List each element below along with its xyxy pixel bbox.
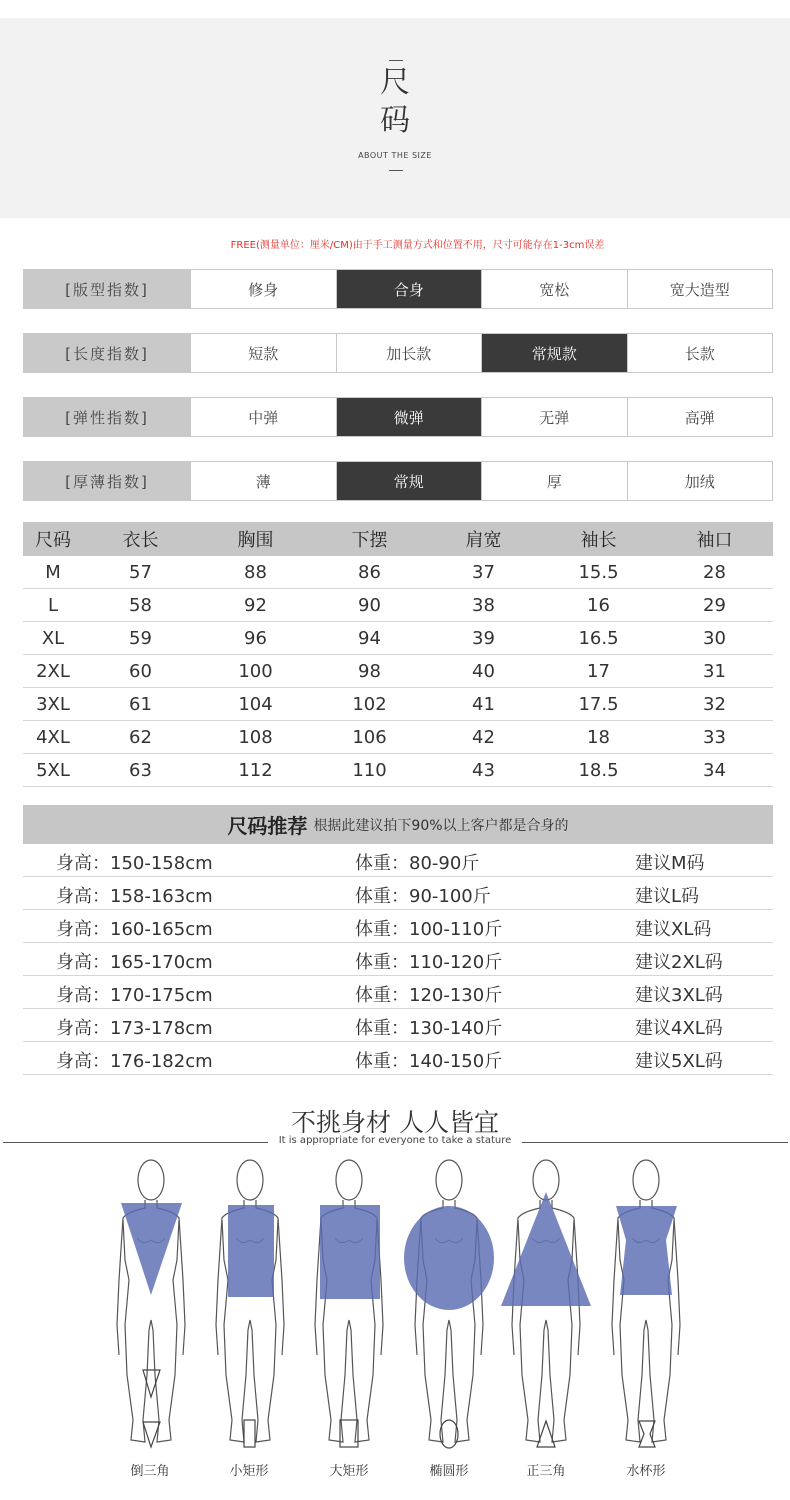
table-cell: 16.5 xyxy=(578,627,619,649)
subtitle-rule-right xyxy=(522,1142,788,1143)
table-cell: 61 xyxy=(129,693,152,715)
table-cell: 96 xyxy=(244,627,267,649)
index-option: 常规款 xyxy=(481,334,627,372)
recommend-cell: 建议4XL码 xyxy=(635,1018,723,1039)
table-cell: 88 xyxy=(244,561,267,583)
table-cell: 102 xyxy=(352,693,387,715)
index-option: 薄 xyxy=(190,462,336,500)
recommend-cell: 建议L码 xyxy=(635,886,700,907)
body-types-subtitle: It is appropriate for everyone to take a stature xyxy=(278,1135,512,1146)
size-table xyxy=(23,522,773,787)
index-label: [厚薄指数] xyxy=(24,462,190,500)
table-cell: 59 xyxy=(129,627,152,649)
index-option: 无弹 xyxy=(481,398,627,436)
oval-icon xyxy=(440,1420,458,1448)
table-cell: 60 xyxy=(129,660,152,682)
table-row xyxy=(23,589,773,622)
figure-triangle xyxy=(501,1160,591,1442)
recommend-cell: 身高：165-170cm xyxy=(56,952,213,973)
index-label: [版型指数] xyxy=(24,270,190,308)
table-cell: 28 xyxy=(703,561,726,583)
table-cell: 40 xyxy=(472,660,495,682)
body-type-label-5: 正三角 xyxy=(526,1464,566,1479)
recommend-cell: 体重：90-100斤 xyxy=(355,886,491,907)
column-header: 尺码 xyxy=(35,530,71,551)
figure-large-rectangle xyxy=(315,1160,383,1442)
recommend-cell: 建议5XL码 xyxy=(635,1051,723,1072)
title-line2: 码 xyxy=(380,103,410,138)
body-type-label-4: 椭圆形 xyxy=(429,1464,469,1479)
figure-oval xyxy=(404,1160,494,1442)
table-cell: 94 xyxy=(358,627,381,649)
recommend-row xyxy=(23,943,773,976)
recommend-cell: 身高：158-163cm xyxy=(56,886,213,907)
table-cell: 34 xyxy=(703,759,726,781)
table-cell: 18.5 xyxy=(578,759,619,781)
recommend-cell: 身高：160-165cm xyxy=(56,919,213,940)
table-cell: 98 xyxy=(358,660,381,682)
recommend-row xyxy=(23,976,773,1009)
table-cell: L xyxy=(47,594,59,616)
table-row xyxy=(23,721,773,754)
index-label: [长度指数] xyxy=(24,334,190,372)
table-cell: 42 xyxy=(472,726,495,748)
recommend-cell: 体重：80-90斤 xyxy=(355,853,480,874)
large-rectangle-icon xyxy=(340,1420,358,1447)
table-cell: XL xyxy=(41,627,65,649)
table-cell: 37 xyxy=(472,561,495,583)
index-option: 修身 xyxy=(190,270,336,308)
table-row xyxy=(23,556,773,589)
index-row xyxy=(23,269,773,309)
index-row xyxy=(23,397,773,437)
inverted-triangle-icon xyxy=(143,1422,160,1447)
title-dash-bottom xyxy=(389,170,403,171)
body-type-label-1: 倒三角 xyxy=(130,1464,170,1479)
recommend-cell: 建议3XL码 xyxy=(635,985,723,1006)
recommend-cell: 体重：110-120斤 xyxy=(355,952,503,973)
table-cell: 16 xyxy=(587,594,610,616)
table-cell: 38 xyxy=(472,594,495,616)
body-type-label-2: 小矩形 xyxy=(229,1464,269,1479)
recommend-cell: 体重：120-130斤 xyxy=(355,985,503,1006)
recommend-cell: 体重：130-140斤 xyxy=(355,1018,503,1039)
table-cell: 108 xyxy=(238,726,273,748)
recommend-cell: 建议XL码 xyxy=(635,919,712,940)
body-type-label-6: 水杯形 xyxy=(626,1464,666,1479)
recommend-row xyxy=(23,910,773,943)
index-row xyxy=(23,461,773,501)
hourglass-icon xyxy=(639,1421,655,1447)
table-cell: 92 xyxy=(244,594,267,616)
table-cell: 17.5 xyxy=(578,693,619,715)
table-cell: 33 xyxy=(703,726,726,748)
table-cell: 29 xyxy=(703,594,726,616)
index-option: 短款 xyxy=(190,334,336,372)
column-header: 衣长 xyxy=(122,530,159,551)
index-option: 宽大造型 xyxy=(627,270,773,308)
index-option: 厚 xyxy=(481,462,627,500)
recommend-row xyxy=(23,877,773,910)
recommend-cell: 体重：100-110斤 xyxy=(355,919,503,940)
table-cell: 57 xyxy=(129,561,152,583)
small-rectangle-icon xyxy=(244,1420,255,1447)
table-cell: 17 xyxy=(587,660,610,682)
table-cell: 112 xyxy=(238,759,273,781)
table-cell: 32 xyxy=(703,693,726,715)
index-label: [弹性指数] xyxy=(24,398,190,436)
table-cell: 100 xyxy=(238,660,273,682)
recommend-cell: 身高：170-175cm xyxy=(56,985,213,1006)
table-cell: M xyxy=(45,561,61,583)
measure-note: FREE(测量单位：厘米/CM)由于手工测量方式和位置不用，尺寸可能存在1-3cm误差 xyxy=(230,240,605,251)
table-cell: 63 xyxy=(129,759,152,781)
index-option: 长款 xyxy=(627,334,773,372)
table-cell: 2XL xyxy=(36,660,70,682)
recommend-cell: 身高：176-182cm xyxy=(56,1051,213,1072)
recommend-cell: 体重：140-150斤 xyxy=(355,1051,503,1072)
figure-inverted-triangle xyxy=(117,1160,185,1442)
recommend-cell: 身高：150-158cm xyxy=(56,853,213,874)
figure-small-rectangle xyxy=(216,1160,284,1442)
index-option: 常规 xyxy=(336,462,482,500)
column-header: 肩宽 xyxy=(465,530,502,551)
title-line1: 尺 xyxy=(380,65,410,100)
index-option: 高弹 xyxy=(627,398,773,436)
recommend-cell: 建议M码 xyxy=(635,853,705,874)
table-cell: 41 xyxy=(472,693,495,715)
index-option: 加长款 xyxy=(336,334,482,372)
table-cell: 62 xyxy=(129,726,152,748)
column-header: 胸围 xyxy=(237,530,274,551)
size-recommend xyxy=(23,805,773,1075)
body-type-figures xyxy=(0,1150,790,1455)
table-cell: 86 xyxy=(358,561,381,583)
recommend-cell: 身高：173-178cm xyxy=(56,1018,213,1039)
recommend-row xyxy=(23,1042,773,1075)
index-option: 中弹 xyxy=(190,398,336,436)
column-header: 下摆 xyxy=(351,530,388,551)
table-cell: 106 xyxy=(352,726,387,748)
table-cell: 18 xyxy=(587,726,610,748)
table-cell: 15.5 xyxy=(578,561,619,583)
body-type-label-3: 大矩形 xyxy=(329,1464,369,1479)
recommend-title: 尺码推荐 xyxy=(227,814,308,838)
table-row xyxy=(23,655,773,688)
index-option: 宽松 xyxy=(481,270,627,308)
recommend-cell: 建议2XL码 xyxy=(635,952,723,973)
triangle-icon xyxy=(537,1421,555,1447)
index-row xyxy=(23,333,773,373)
body-types-title: 不挑身材 人人皆宜 xyxy=(291,1108,499,1137)
size-table-header xyxy=(23,522,773,556)
table-row xyxy=(23,754,773,787)
column-header: 袖口 xyxy=(696,530,733,551)
header-banner xyxy=(0,18,790,218)
table-cell: 30 xyxy=(703,627,726,649)
recommend-row xyxy=(23,844,773,877)
recommend-header xyxy=(23,805,773,844)
table-row xyxy=(23,688,773,721)
recommend-subtitle: 根据此建议拍下90%以上客户都是合身的 xyxy=(313,817,569,834)
column-header: 袖长 xyxy=(580,530,617,551)
table-row xyxy=(23,622,773,655)
recommend-row xyxy=(23,1009,773,1042)
table-cell: 43 xyxy=(472,759,495,781)
header-subtitle: ABOUT THE SIZE xyxy=(358,151,432,160)
figure-hourglass xyxy=(612,1160,680,1442)
table-cell: 5XL xyxy=(36,759,70,781)
index-option: 加绒 xyxy=(627,462,773,500)
table-cell: 3XL xyxy=(36,693,70,715)
table-cell: 110 xyxy=(352,759,387,781)
table-cell: 39 xyxy=(472,627,495,649)
table-cell: 90 xyxy=(358,594,381,616)
index-option: 微弹 xyxy=(336,398,482,436)
index-option: 合身 xyxy=(336,270,482,308)
table-cell: 4XL xyxy=(36,726,70,748)
title-dash-top xyxy=(389,60,403,61)
table-cell: 31 xyxy=(703,660,726,682)
table-cell: 58 xyxy=(129,594,152,616)
shape-icons xyxy=(0,1412,790,1452)
table-cell: 104 xyxy=(238,693,273,715)
